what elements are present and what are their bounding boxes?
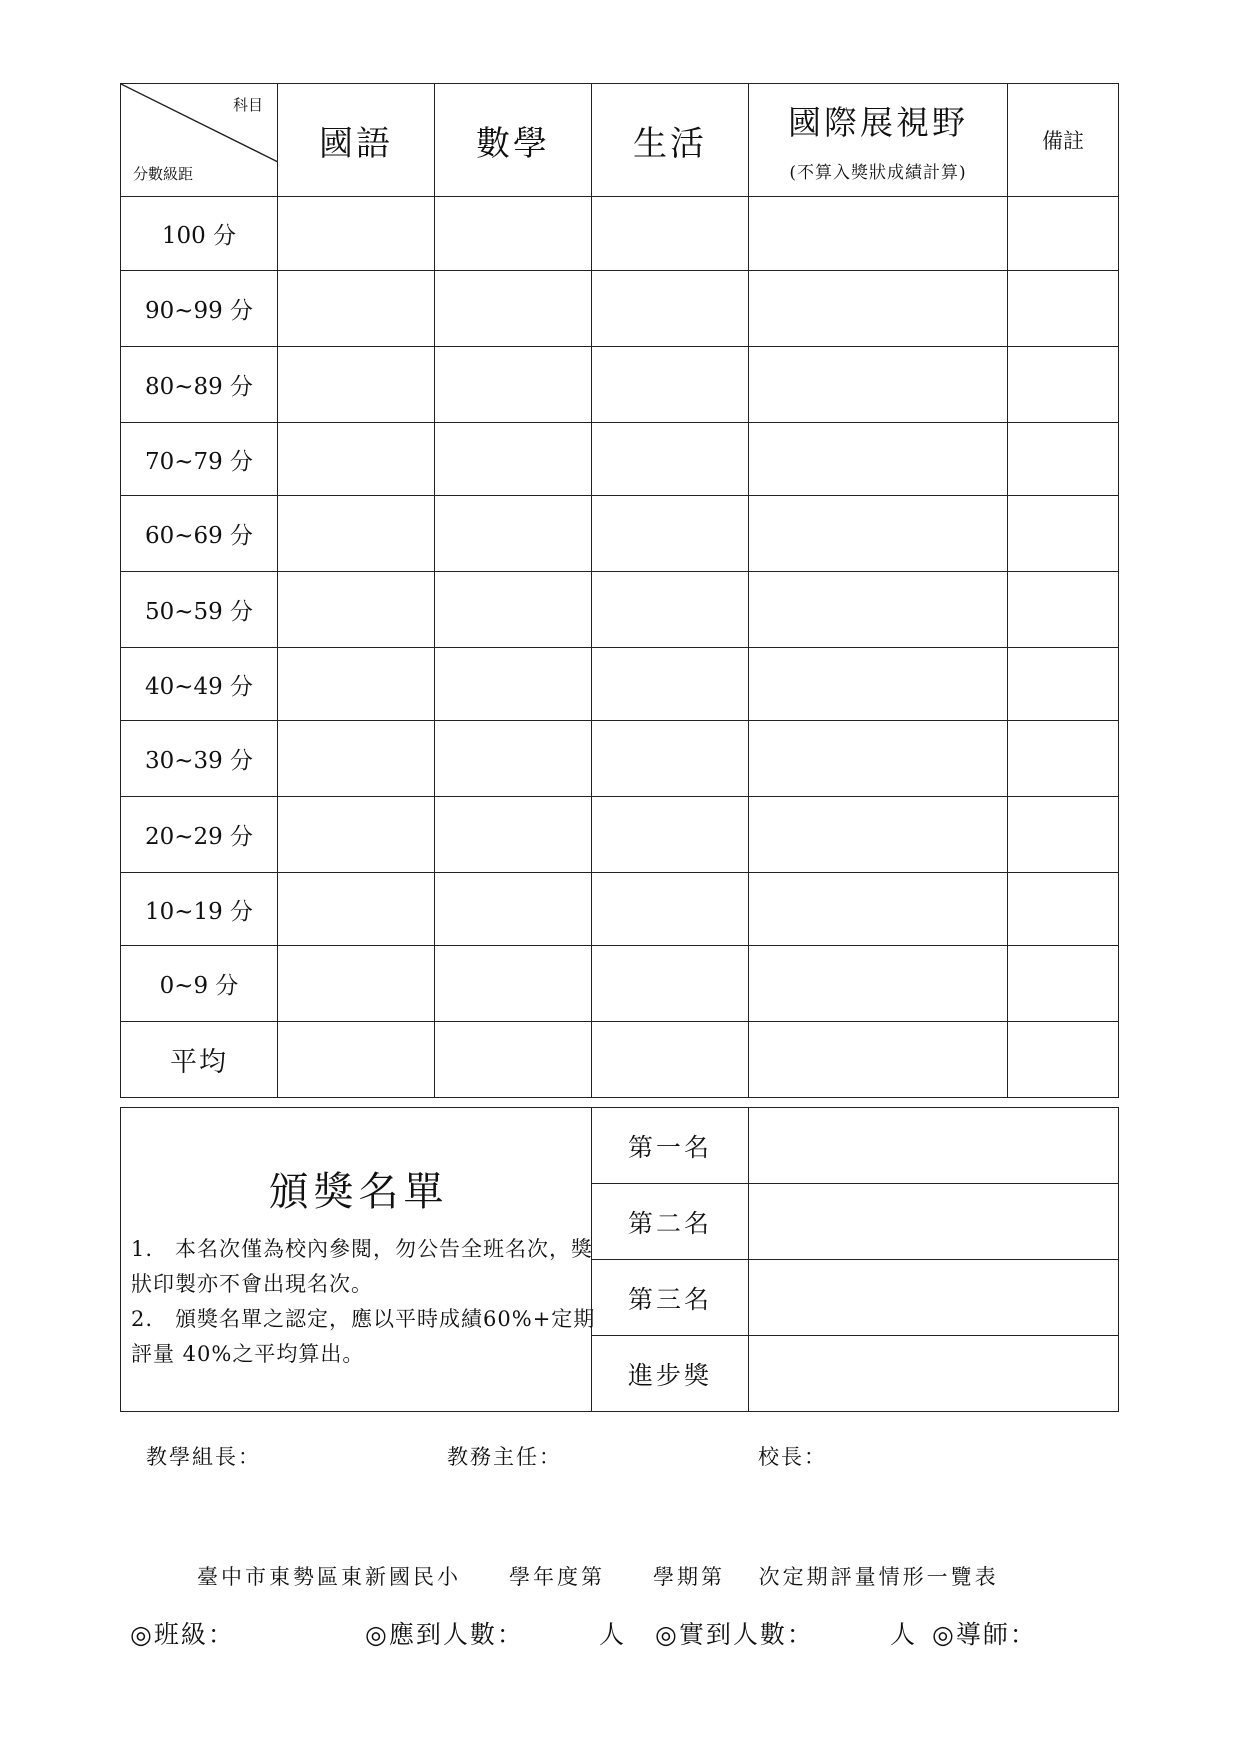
remark-cell[interactable]: [1008, 648, 1119, 721]
remark-cell[interactable]: [1008, 496, 1119, 572]
international-score-cell[interactable]: [749, 197, 1008, 271]
award-list-title: 頒獎名單: [268, 1169, 449, 1215]
international-score-cell[interactable]: [749, 721, 1008, 797]
life-score-cell[interactable]: [592, 648, 749, 721]
expected-count-unit: 人: [599, 1620, 627, 1649]
diagonal-header-cell: [121, 84, 278, 197]
score-row: [121, 496, 1119, 572]
rank-second-field[interactable]: [749, 1184, 1119, 1260]
international-score-cell[interactable]: [749, 946, 1008, 1022]
math-score-cell[interactable]: [435, 423, 592, 496]
remark-cell[interactable]: [1008, 347, 1119, 423]
remark-cell[interactable]: [1008, 271, 1119, 347]
score-range-label: 60~69 分: [121, 496, 278, 572]
score-range-label: 10~19 分: [121, 873, 278, 946]
score-row: [121, 423, 1119, 496]
math-score-cell[interactable]: [435, 347, 592, 423]
math-score-cell[interactable]: [435, 1022, 592, 1098]
award-note-2: 2. 頒獎名單之認定，應以平時成績60%+定期評量 40%之平均算出。: [131, 1307, 596, 1366]
score-row: [121, 721, 1119, 797]
chinese-score-cell[interactable]: [278, 572, 435, 648]
progress-award-label: 進步獎: [592, 1336, 749, 1412]
score-row: [121, 572, 1119, 648]
subject-header-life: 生活: [592, 84, 749, 197]
score-row: [121, 1022, 1119, 1098]
international-vision-label: 國際展視野: [788, 103, 968, 142]
rank-first-label: 第一名: [592, 1108, 749, 1184]
actual-count-unit: 人: [890, 1620, 918, 1649]
rank-third-field[interactable]: [749, 1260, 1119, 1336]
math-score-cell[interactable]: [435, 572, 592, 648]
teaching-head-signature: 教學組長：: [146, 1445, 261, 1469]
chinese-score-cell[interactable]: [278, 797, 435, 873]
chinese-score-cell[interactable]: [278, 197, 435, 271]
score-range-axis-label: 分數級距: [133, 165, 194, 183]
actual-count-label: ◎實到人數：: [655, 1620, 814, 1649]
award-info-cell: [121, 1108, 596, 1412]
remark-header: 備註: [1008, 84, 1119, 197]
remark-cell[interactable]: [1008, 572, 1119, 648]
expected-count-label: ◎應到人數：: [365, 1620, 524, 1649]
remark-cell[interactable]: [1008, 197, 1119, 271]
life-score-cell[interactable]: [592, 347, 749, 423]
principal-signature: 校長：: [758, 1445, 827, 1469]
international-score-cell[interactable]: [749, 648, 1008, 721]
math-score-cell[interactable]: [435, 197, 592, 271]
homeroom-teacher-label: ◎導師：: [932, 1620, 1037, 1649]
life-score-cell[interactable]: [592, 496, 749, 572]
international-score-cell[interactable]: [749, 423, 1008, 496]
award-notes: [131, 1232, 596, 1372]
score-range-label: 20~29 分: [121, 797, 278, 873]
math-score-cell[interactable]: [435, 648, 592, 721]
remark-cell[interactable]: [1008, 1022, 1119, 1098]
life-score-cell[interactable]: [592, 423, 749, 496]
subject-header-chinese: 國語: [278, 84, 435, 197]
life-score-cell[interactable]: [592, 797, 749, 873]
math-score-cell[interactable]: [435, 797, 592, 873]
remark-cell[interactable]: [1008, 721, 1119, 797]
chinese-score-cell[interactable]: [278, 721, 435, 797]
rank-first-field[interactable]: [749, 1108, 1119, 1184]
score-range-label: 80~89 分: [121, 347, 278, 423]
life-score-cell[interactable]: [592, 197, 749, 271]
life-score-cell[interactable]: [592, 946, 749, 1022]
international-score-cell[interactable]: [749, 873, 1008, 946]
life-score-cell[interactable]: [592, 271, 749, 347]
score-range-label: 70~79 分: [121, 423, 278, 496]
score-range-label: 100 分: [121, 197, 278, 271]
score-row: [121, 648, 1119, 721]
score-row: [121, 271, 1119, 347]
rank-second-label: 第二名: [592, 1184, 749, 1260]
international-score-cell[interactable]: [749, 496, 1008, 572]
life-score-cell[interactable]: [592, 572, 749, 648]
score-row: [121, 347, 1119, 423]
international-score-cell[interactable]: [749, 347, 1008, 423]
chinese-score-cell[interactable]: [278, 648, 435, 721]
score-range-label: 0~9 分: [121, 946, 278, 1022]
academic-director-signature: 教務主任：: [447, 1445, 562, 1469]
chinese-score-cell[interactable]: [278, 873, 435, 946]
international-score-cell[interactable]: [749, 1022, 1008, 1098]
award-note-1: 1. 本名次僅為校內參閱，勿公告全班名次，獎狀印製亦不會出現名次。: [131, 1237, 594, 1296]
life-score-cell[interactable]: [592, 873, 749, 946]
math-score-cell[interactable]: [435, 271, 592, 347]
score-row: [121, 873, 1119, 946]
subject-header-math: 數學: [435, 84, 592, 197]
math-score-cell[interactable]: [435, 873, 592, 946]
score-range-label: 平均: [121, 1022, 278, 1098]
remark-cell[interactable]: [1008, 873, 1119, 946]
progress-award-field[interactable]: [749, 1336, 1119, 1412]
life-score-cell[interactable]: [592, 721, 749, 797]
score-table: [120, 83, 1119, 1098]
score-range-label: 40~49 分: [121, 648, 278, 721]
form-title: 臺中市東勢區東新國民小 學年度第 學期第 次定期評量情形一覽表: [197, 1565, 999, 1589]
chinese-score-cell[interactable]: [278, 496, 435, 572]
score-range-label: 50~59 分: [121, 572, 278, 648]
life-score-cell[interactable]: [592, 1022, 749, 1098]
international-note: (不算入獎狀成績計算): [789, 163, 967, 183]
math-score-cell[interactable]: [435, 721, 592, 797]
chinese-score-cell[interactable]: [278, 423, 435, 496]
score-range-label: 90~99 分: [121, 271, 278, 347]
score-row: [121, 797, 1119, 873]
score-range-label: 30~39 分: [121, 721, 278, 797]
remark-cell[interactable]: [1008, 797, 1119, 873]
chinese-score-cell[interactable]: [278, 946, 435, 1022]
score-row: [121, 197, 1119, 271]
chinese-score-cell[interactable]: [278, 1022, 435, 1098]
subject-axis-label: 科目: [232, 96, 263, 114]
math-score-cell[interactable]: [435, 946, 592, 1022]
remark-cell[interactable]: [1008, 423, 1119, 496]
remark-cell[interactable]: [1008, 946, 1119, 1022]
chinese-score-cell[interactable]: [278, 271, 435, 347]
score-distribution-form: [120, 83, 1128, 1412]
international-score-cell[interactable]: [749, 271, 1008, 347]
international-score-cell[interactable]: [749, 572, 1008, 648]
rank-third-label: 第三名: [592, 1260, 749, 1336]
award-table: [120, 1107, 1119, 1412]
subject-header-international: [749, 84, 1008, 197]
chinese-score-cell[interactable]: [278, 347, 435, 423]
international-score-cell[interactable]: [749, 797, 1008, 873]
class-label: ◎班級：: [130, 1620, 235, 1649]
header-row: [121, 84, 1119, 197]
score-row: [121, 946, 1119, 1022]
math-score-cell[interactable]: [435, 496, 592, 572]
